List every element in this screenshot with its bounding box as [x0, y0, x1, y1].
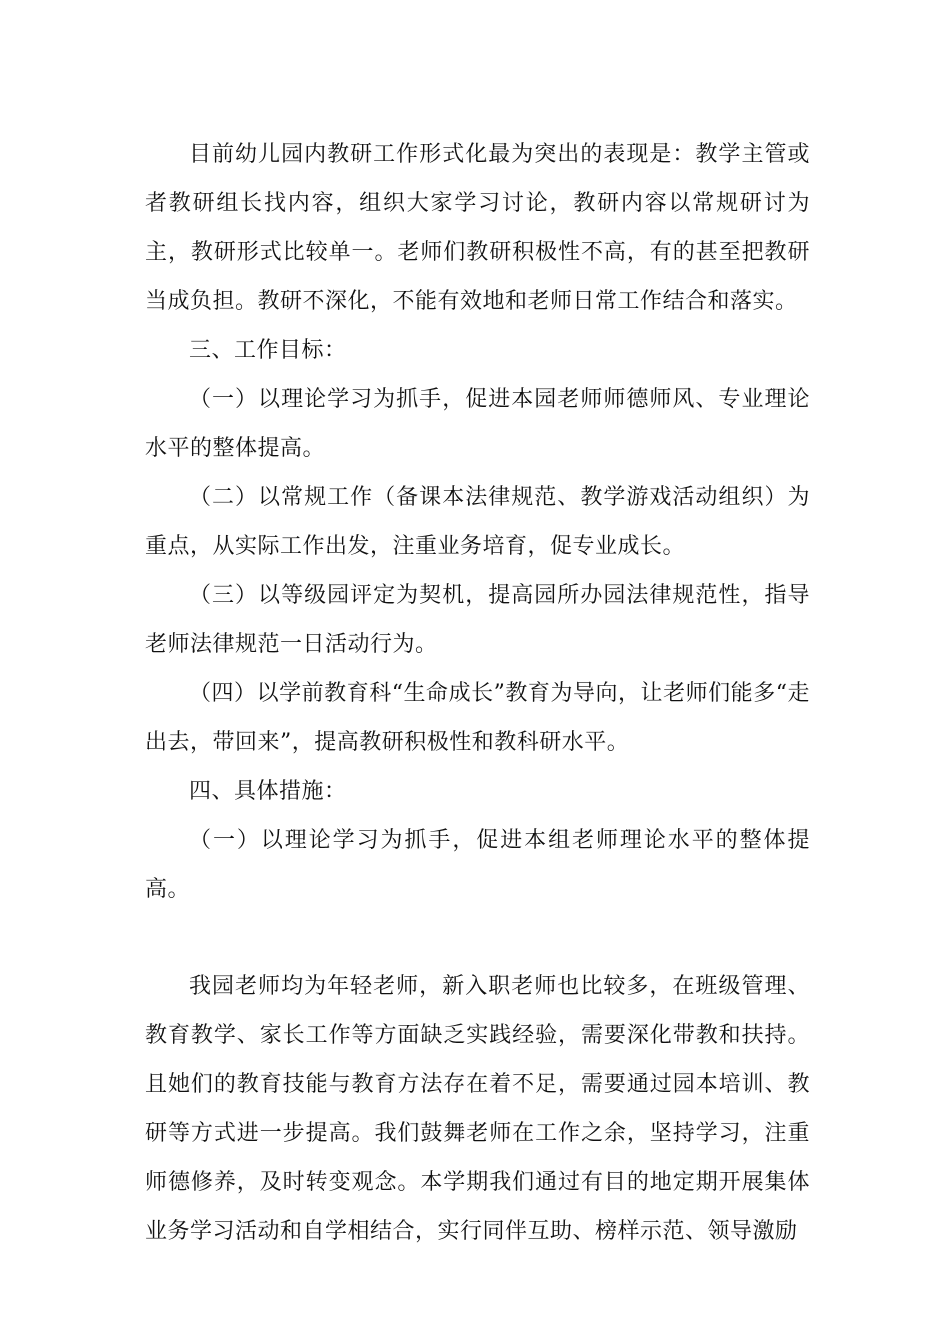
paragraph-gap	[145, 914, 810, 962]
goal-item-1: （一）以理论学习为抓手，促进本园老师师德师风、专业理论水平的整体提高。	[145, 387, 810, 461]
goal-item-4: （四）以学前教育科“生命成长”教育为导向，让老师们能多“走出去，带回来”，提高教研积极性和教科研水平。	[145, 681, 810, 755]
document-page	[145, 130, 810, 1256]
heading-specific-measures: 四、具体措施：	[189, 779, 347, 804]
paragraph-current-situation: 目前幼儿园内教研工作形式化最为突出的表现是：教学主管或者教研组长找内容，组织大家学习讨论，教研内容以常规研讨为主，教研形式比较单一。老师们教研积极性不高，有的甚至把教研当成负担。教研不深化，不能有效地和老师日常工作结合和落实。	[145, 142, 810, 314]
heading-work-goals: 三、工作目标：	[189, 338, 347, 363]
goal-item-2: （二）以常规工作（备课本法律规范、教学游戏活动组织）为重点，从实际工作出发，注重业务培育，促专业成长。	[145, 485, 810, 559]
measure-item-1: （一）以理论学习为抓手，促进本组老师理论水平的整体提高。	[145, 828, 810, 902]
goal-item-3: （三）以等级园评定为契机，提高园所办园法律规范性，指导老师法律规范一日活动行为。	[145, 583, 810, 657]
paragraph-teacher-training: 我园老师均为年轻老师，新入职老师也比较多，在班级管理、教育教学、家长工作等方面缺乏实践经验，需要深化带教和扶持。且她们的教育技能与教育方法存在着不足，需要通过园本培训、教研等方式进一步提高。我们鼓舞老师在工作之余，坚持学习，注重师德修养，及时转变观念。本学期我们通过有目的地定期开展集体业务学习活动和自学相结合，实行同伴互助、榜样示范、领导激励	[145, 974, 810, 1244]
